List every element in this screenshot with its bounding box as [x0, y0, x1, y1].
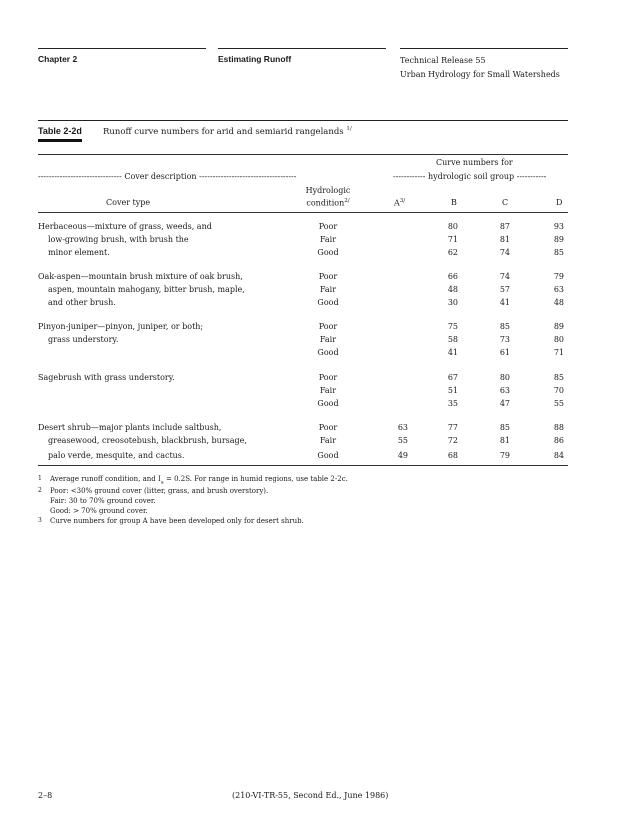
head-col-b: B	[451, 198, 457, 207]
footnote-1-text-b: = 0.2S. For range in humid regions, use table 2-2c.	[163, 475, 348, 483]
head-hydrologic-soil-group: ------------ hydrologic soil group -----------	[393, 172, 547, 181]
cn-b-cell: 30	[447, 298, 458, 307]
header-rule-right	[400, 48, 568, 49]
cn-a-cell: 49	[397, 451, 408, 460]
head-condition-note: 2/	[344, 198, 350, 204]
section-title: Estimating Runoff	[218, 54, 292, 64]
table-caption-text: Runoff curve numbers for arid and semiarid rangelands	[103, 126, 344, 137]
table-head-rule	[38, 212, 568, 213]
cn-c-cell: 87	[499, 222, 510, 231]
table-bottom-rule	[38, 465, 568, 466]
cn-b-cell: 41	[447, 348, 458, 357]
cover-desc-line: grass understory.	[48, 335, 119, 344]
cover-desc-line: palo verde, mesquite, and cactus.	[48, 451, 185, 460]
header-rule-left	[38, 48, 206, 49]
table-title-rule	[38, 120, 568, 121]
cn-d-cell: 70	[553, 386, 564, 395]
cn-d-cell: 84	[553, 451, 564, 460]
hydrologic-condition-cell: Good	[317, 248, 339, 257]
cover-desc-line: aspen, mountain mahogany, bitter brush, maple,	[48, 285, 245, 294]
cn-b-cell: 80	[447, 222, 458, 231]
cn-c-cell: 61	[499, 348, 510, 357]
head-cover-description: ------------------------------- Cover description ------------------------------------	[38, 172, 297, 181]
cn-b-cell: 51	[447, 386, 458, 395]
cn-c-cell: 41	[499, 298, 510, 307]
cn-d-cell: 89	[553, 235, 564, 244]
cn-b-cell: 77	[447, 423, 458, 432]
cn-c-cell: 63	[499, 386, 510, 395]
cn-c-cell: 47	[499, 399, 510, 408]
footnote-2-line-1: Poor: <30% ground cover (litter, grass, and brush overstory).	[50, 487, 269, 495]
chapter-label: Chapter 2	[38, 54, 78, 64]
hydrologic-condition-cell: Fair	[319, 436, 337, 445]
cn-d-cell: 63	[553, 285, 564, 294]
cn-d-cell: 86	[553, 436, 564, 445]
hydrologic-condition-cell: Fair	[319, 386, 337, 395]
head-col-a-note: 3/	[399, 198, 406, 204]
header-rule-middle	[218, 48, 386, 49]
cn-d-cell: 80	[553, 335, 564, 344]
head-condition-text: condition	[306, 198, 345, 208]
hydrologic-condition-cell: Fair	[319, 285, 337, 294]
head-col-c: C	[502, 198, 509, 207]
hydrologic-condition-cell: Poor	[318, 322, 338, 331]
hydrologic-condition-cell: Fair	[319, 235, 337, 244]
table-top-rule	[38, 154, 568, 155]
cover-desc-line: Oak-aspen—mountain brush mixture of oak brush,	[38, 272, 243, 281]
table-caption	[103, 126, 352, 137]
cn-c-cell: 85	[499, 423, 510, 432]
head-col-a-text: A	[394, 198, 400, 208]
cover-desc-line: greasewood, creosotebush, blackbrush, bursage,	[48, 436, 247, 445]
footnote-1-sub: a	[160, 479, 164, 486]
release-info	[400, 54, 560, 82]
cn-c-cell: 81	[499, 436, 510, 445]
release-line-1: Technical Release 55	[400, 56, 486, 65]
cover-desc-line: minor element.	[48, 248, 110, 257]
footnote-1-text-a: Average runoff condition, and I	[50, 475, 161, 483]
cn-b-cell: 72	[447, 436, 458, 445]
cn-b-cell: 62	[447, 248, 458, 257]
cn-b-cell: 35	[447, 399, 458, 408]
head-cover-type: Cover type	[106, 198, 151, 207]
cn-d-cell: 89	[553, 322, 564, 331]
cn-c-cell: 85	[499, 322, 510, 331]
cn-b-cell: 67	[447, 373, 458, 382]
cn-d-cell: 79	[553, 272, 564, 281]
cn-b-cell: 68	[447, 451, 458, 460]
footnote-3	[38, 517, 568, 529]
cover-desc-line: low-growing brush, with brush the	[48, 235, 189, 244]
cn-d-cell: 85	[553, 373, 564, 382]
table-number-bar	[38, 139, 82, 142]
page-number: 2–8	[38, 791, 53, 800]
cover-desc-line: Pinyon-juniper—pinyon, juniper, or both;	[38, 322, 204, 331]
head-hydrologic: Hydrologic	[305, 186, 351, 195]
footnote-1-text	[50, 475, 348, 485]
footnote-2-line-3: Good: > 70% ground cover.	[50, 507, 148, 515]
cn-a-cell: 63	[397, 423, 408, 432]
hydrologic-condition-cell: Poor	[318, 272, 338, 281]
cn-c-cell: 79	[499, 451, 510, 460]
cn-b-cell: 71	[447, 235, 458, 244]
release-line-2: Urban Hydrology for Small Watersheds	[400, 70, 560, 79]
cn-c-cell: 73	[499, 335, 510, 344]
footer-citation: (210-VI-TR-55, Second Ed., June 1986)	[232, 791, 389, 800]
head-curve-numbers-for: Curve numbers for	[436, 158, 513, 167]
cn-c-cell: 81	[499, 235, 510, 244]
cn-c-cell: 74	[499, 248, 510, 257]
cover-desc-line: Sagebrush with grass understory.	[38, 373, 175, 382]
head-col-a	[394, 198, 405, 208]
footnote-3-text: Curve numbers for group A have been developed only for desert shrub.	[50, 517, 304, 525]
footnote-3-mark: 3	[38, 517, 42, 524]
cover-desc-line: Desert shrub—major plants include saltbush,	[38, 423, 222, 432]
hydrologic-condition-cell: Good	[317, 348, 339, 357]
hydrologic-condition-cell: Good	[317, 451, 339, 460]
hydrologic-condition-cell: Good	[317, 399, 339, 408]
cn-b-cell: 75	[447, 322, 458, 331]
cover-desc-line: and other brush.	[48, 298, 116, 307]
cover-desc-line: Herbaceous—mixture of grass, weeds, and	[38, 222, 212, 231]
cn-b-cell: 48	[447, 285, 458, 294]
cn-d-cell: 55	[553, 399, 564, 408]
cn-b-cell: 58	[447, 335, 458, 344]
table-number: Table 2-2d	[38, 126, 82, 136]
hydrologic-condition-cell: Poor	[318, 373, 338, 382]
cn-c-cell: 57	[499, 285, 510, 294]
footnote-1	[38, 475, 568, 487]
cn-c-cell: 80	[499, 373, 510, 382]
head-col-d: D	[556, 198, 563, 207]
hydrologic-condition-cell: Fair	[319, 335, 337, 344]
footnote-2-line-2: Fair: 30 to 70% ground cover.	[50, 497, 156, 505]
hydrologic-condition-cell: Poor	[318, 423, 338, 432]
cn-d-cell: 88	[553, 423, 564, 432]
cn-c-cell: 74	[499, 272, 510, 281]
cn-a-cell: 55	[397, 436, 408, 445]
cn-d-cell: 71	[553, 348, 564, 357]
head-condition	[298, 198, 358, 208]
hydrologic-condition-cell: Good	[317, 298, 339, 307]
cn-b-cell: 66	[447, 272, 458, 281]
cn-d-cell: 48	[553, 298, 564, 307]
hydrologic-condition-cell: Poor	[318, 222, 338, 231]
cn-d-cell: 85	[553, 248, 564, 257]
cn-d-cell: 93	[553, 222, 564, 231]
footnote-2-mark: 2	[38, 487, 42, 494]
footnote-1-mark: 1	[38, 475, 42, 482]
table-caption-note: 1/	[346, 126, 352, 132]
